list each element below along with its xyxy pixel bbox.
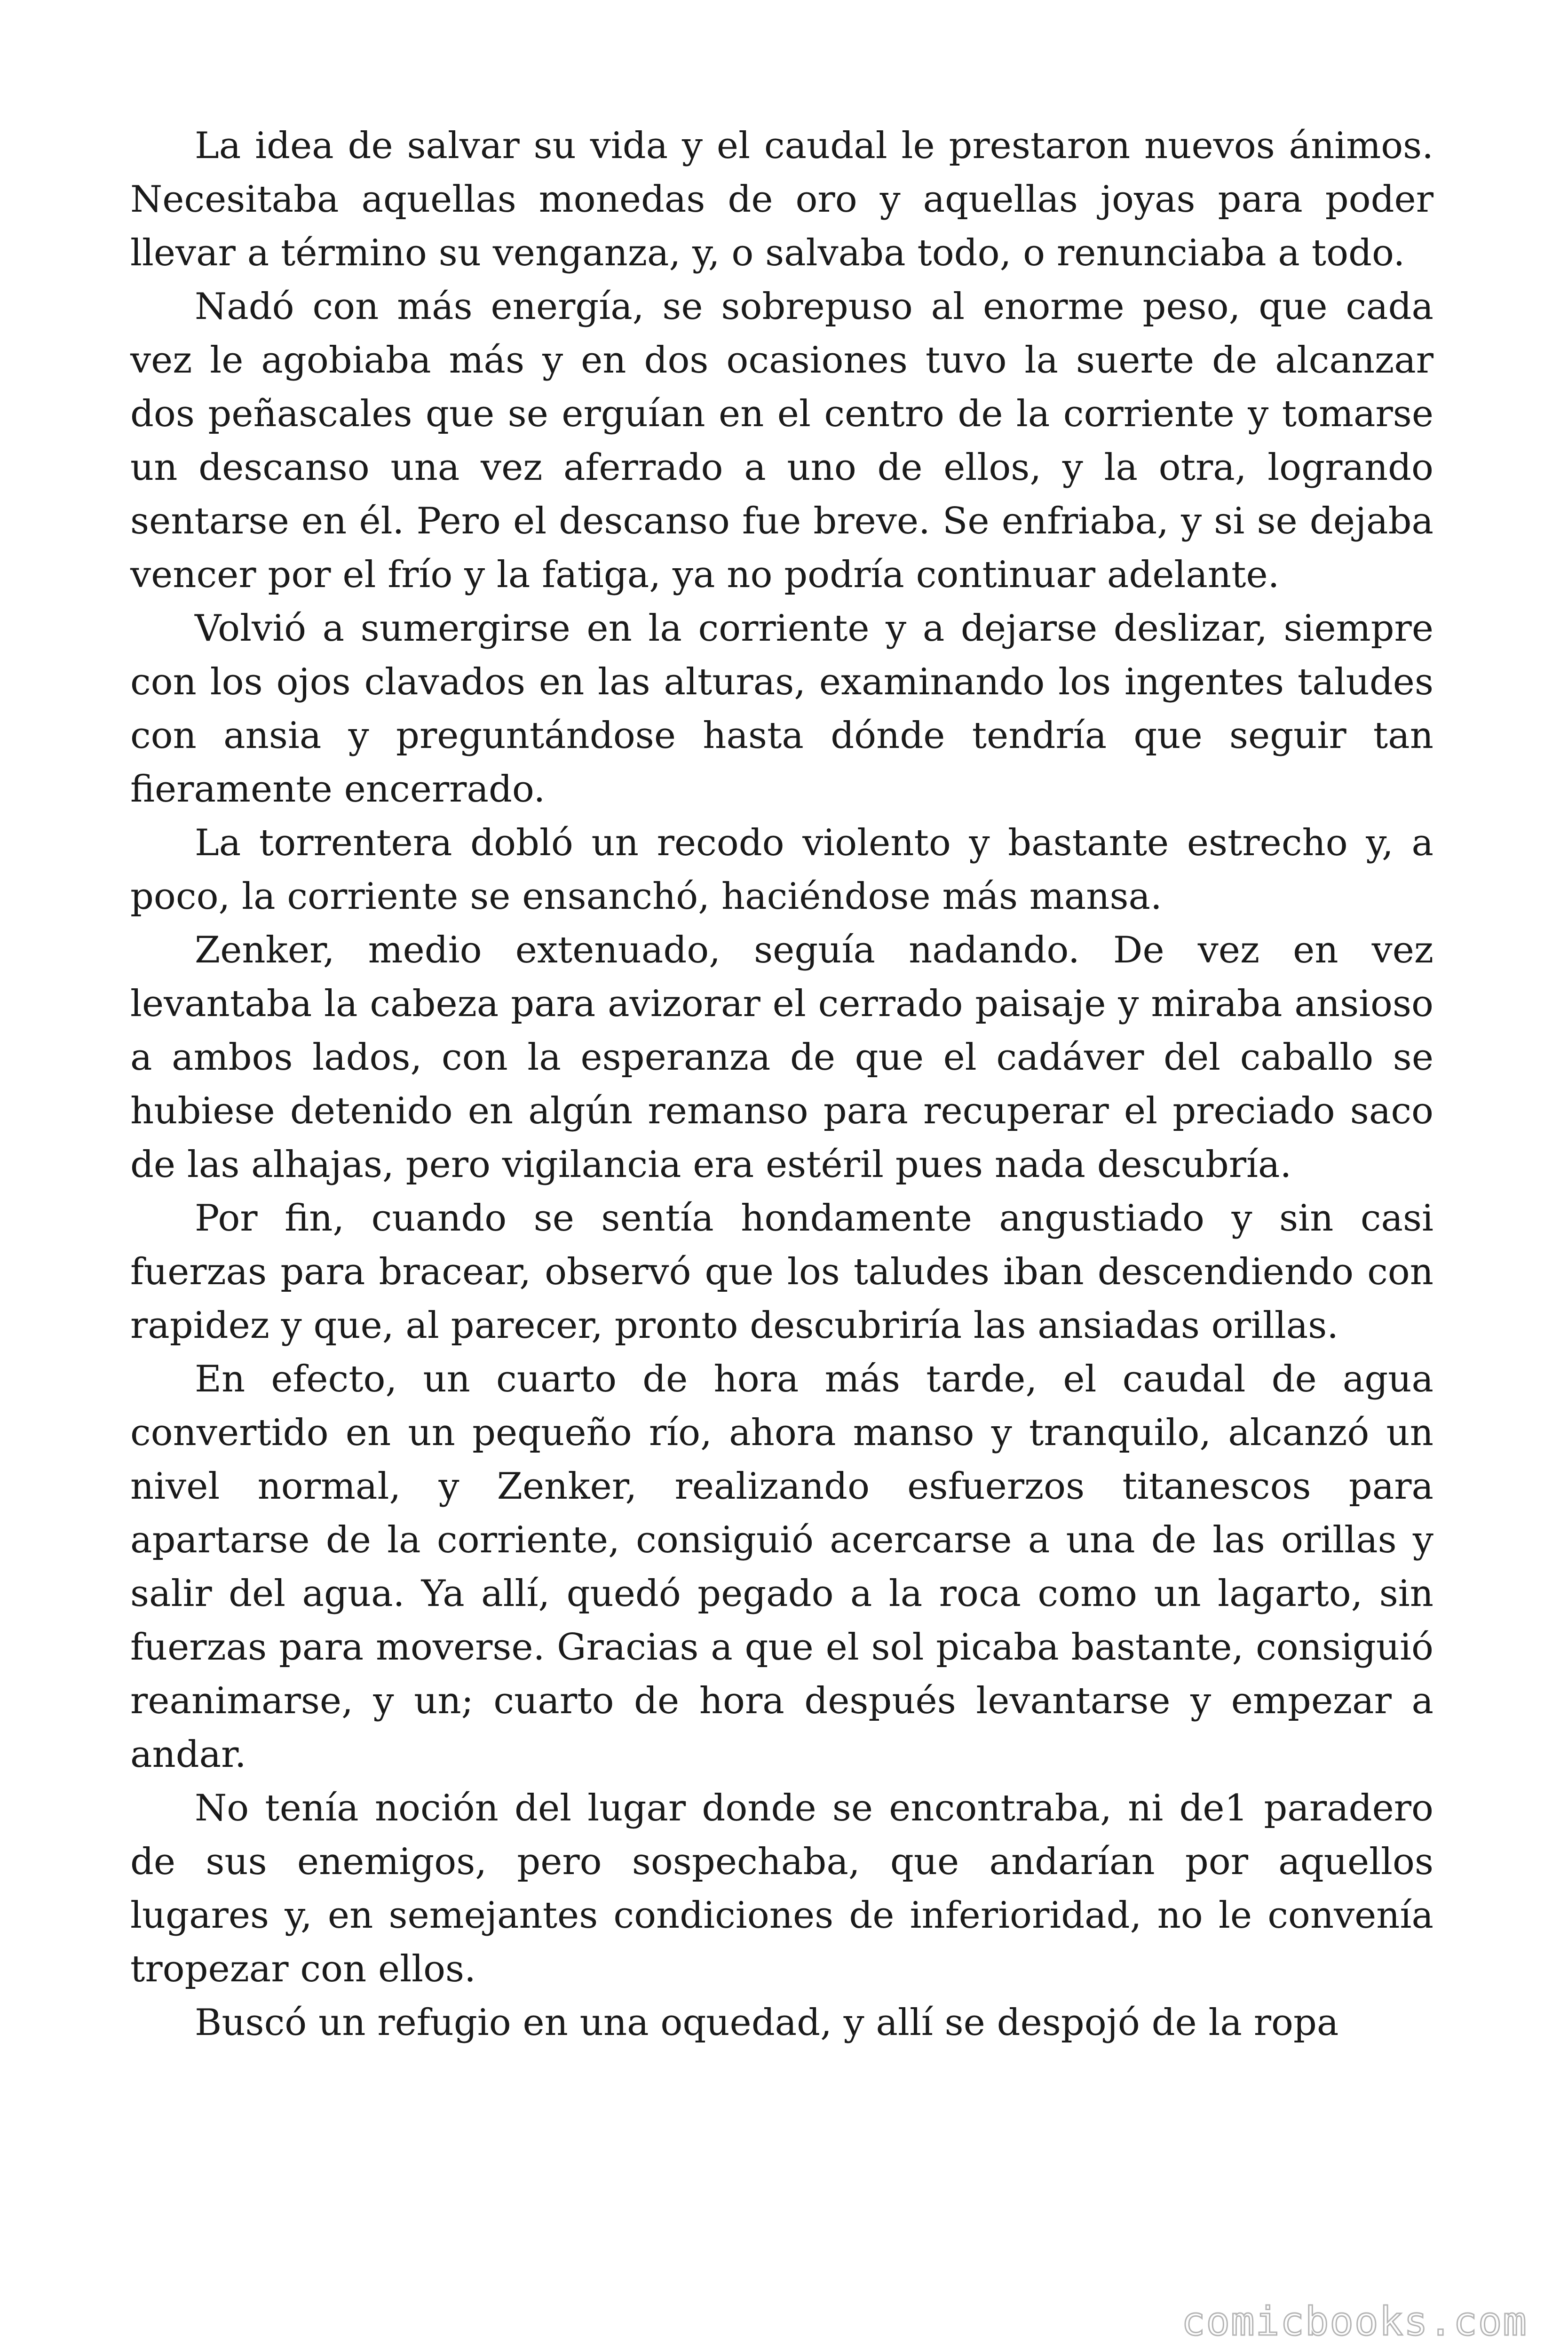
watermark: comicbooks.com xyxy=(1181,2298,1528,2344)
page-body xyxy=(130,119,1433,2050)
paragraph: La idea de salvar su vida y el caudal le prestaron nuevos ánimos. Necesitaba aquellas monedas de oro y aquellas joyas para poder llevar a término su venganza, y, o salvaba todo, o renunciaba a todo. xyxy=(130,125,1433,274)
paragraph: En efecto, un cuarto de hora más tarde, el caudal de agua convertido en un pequeño río, ahora manso y tranquilo, alcanzó un nivel normal, y Zenker, realizando esfuerzos titanescos para apartarse de la corriente, consiguió acercarse a una de las orillas y salir del agua. Ya allí, quedó pegado a la roca como un lagarto, sin fuerzas para moverse. Gracias a que el sol picaba bastante, consiguió reanimarse, y un; cuarto de hora después levantarse y empezar a andar. xyxy=(130,1358,1433,1776)
paragraph: Zenker, medio extenuado, seguía nadando. De vez en vez levantaba la cabeza para avizorar el cerrado paisaje y miraba ansioso a ambos lados, con la esperanza de que el cadáver del caballo se hubiese detenido en algún remanso para recuperar el preciado saco de las alhajas, pero vigilancia era estéril pues nada descubría. xyxy=(130,929,1433,1186)
paragraph: No tenía noción del lugar donde se encontraba, ni de1 paradero de sus enemigos, pero sospechaba, que andarían por aquellos lugares y, en semejantes condiciones de inferioridad, no le convenía tropezar con ellos. xyxy=(130,1787,1433,1990)
paragraph: La torrentera dobló un recodo violento y bastante estrecho y, a poco, la corriente se ensanchó, haciéndose más mansa. xyxy=(130,822,1433,918)
paragraph: Nadó con más energía, se sobrepuso al enorme peso, que cada vez le agobiaba más y en dos ocasiones tuvo la suerte de alcanzar dos peñascales que se erguían en el centro de la corriente y tomarse un descanso una vez aferrado a uno de ellos, y la otra, logrando sentarse en él. Pero el descanso fue breve. Se enfriaba, y si se dejaba vencer por el frío y la fatiga, ya no podría continuar adelante. xyxy=(130,286,1433,596)
paragraph: Buscó un refugio en una oquedad, y allí se despojó de la ropa xyxy=(195,2002,1339,2044)
paragraph: Volvió a sumergirse en la corriente y a dejarse deslizar, siempre con los ojos clavados en las alturas, examinando los ingentes taludes con ansia y preguntándose hasta dónde tendría que seguir tan fieramente encerrado. xyxy=(130,607,1433,810)
paragraph: Por fin, cuando se sentía hondamente angustiado y sin casi fuerzas para bracear, observó que los taludes iban descendiendo con rapidez y que, al parecer, pronto descubriría las ansiadas orillas. xyxy=(130,1197,1433,1347)
